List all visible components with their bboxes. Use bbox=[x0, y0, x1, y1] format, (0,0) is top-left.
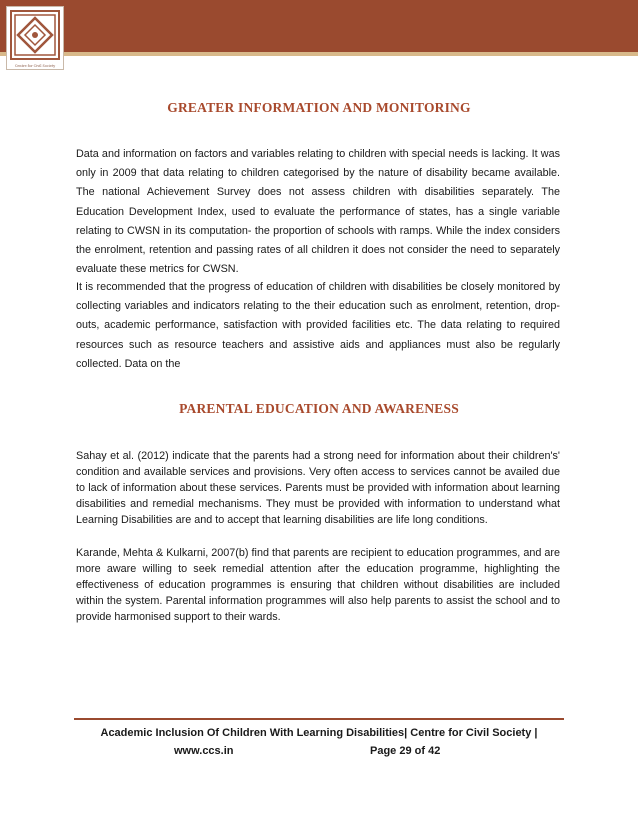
paragraph-sahay: Sahay et al. (2012) indicate that the parents had a strong need for information about their children's' condition and available services and provisions. Very often access to services cannot be availed due to lack of information about these services. Parents must be provided with information about learning disabilities and remedial mechanisms. They must be provided with information to understand what Learning Disabilities are and to accept that learning disabilities are life long conditions. bbox=[76, 450, 560, 526]
ccs-logo bbox=[6, 6, 64, 70]
section-heading-monitoring: GREATER INFORMATION AND MONITORING bbox=[167, 100, 471, 115]
footer-rule bbox=[74, 718, 564, 720]
paragraph-karande: Karande, Mehta & Kulkarni, 2007(b) find that parents are recipient to education programmes, and are more aware willing to seek remedial attention after the education programme, highlighting the effectiveness of education programmes is ensuring that children without disabilities are included within the system. Parental information programmes will also help parents to assist the school and to provide harmonised support to their wards. bbox=[76, 547, 560, 623]
footer-url[interactable]: www.ccs.in bbox=[174, 745, 234, 757]
logo-caption: Centre for Civil Society bbox=[14, 64, 56, 68]
ccs-logo-icon bbox=[10, 10, 60, 60]
section-heading-parental: PARENTAL EDUCATION AND AWARENESS bbox=[179, 401, 459, 416]
paragraph-data-lacking: Data and information on factors and variables relating to children with special needs is lacking. It was only in 2009 that data relating to children categorised by the nature of disability became available. The national Achievement Survey does not assess children with disabilities separately. The Education Development Index, used to evaluate the performance of states, has a single variable relating to CWSN in its computation- the proportion of schools with ramps. While the index considers the enrolment, retention and passing rates of all children it does not consider the need to separately evaluate these metrics for CWSN. bbox=[76, 148, 560, 276]
page-number: Page 29 of 42 bbox=[370, 745, 441, 757]
footer-title: Academic Inclusion Of Children With Learning Disabilities| Centre for Civil Society | bbox=[100, 727, 538, 739]
header-rule bbox=[0, 52, 638, 56]
header-band bbox=[0, 0, 638, 52]
paragraph-recommendation: It is recommended that the progress of education of children with disabilities be closely monitored by collecting variables and indicators relating to the their education such as enrolment, retention, drop-outs, academic performance, satisfaction with provided facilities etc. The data relating to required resources such as resource teachers and assistive aids and appliances must also be regularly collected. Data on the bbox=[76, 281, 560, 370]
